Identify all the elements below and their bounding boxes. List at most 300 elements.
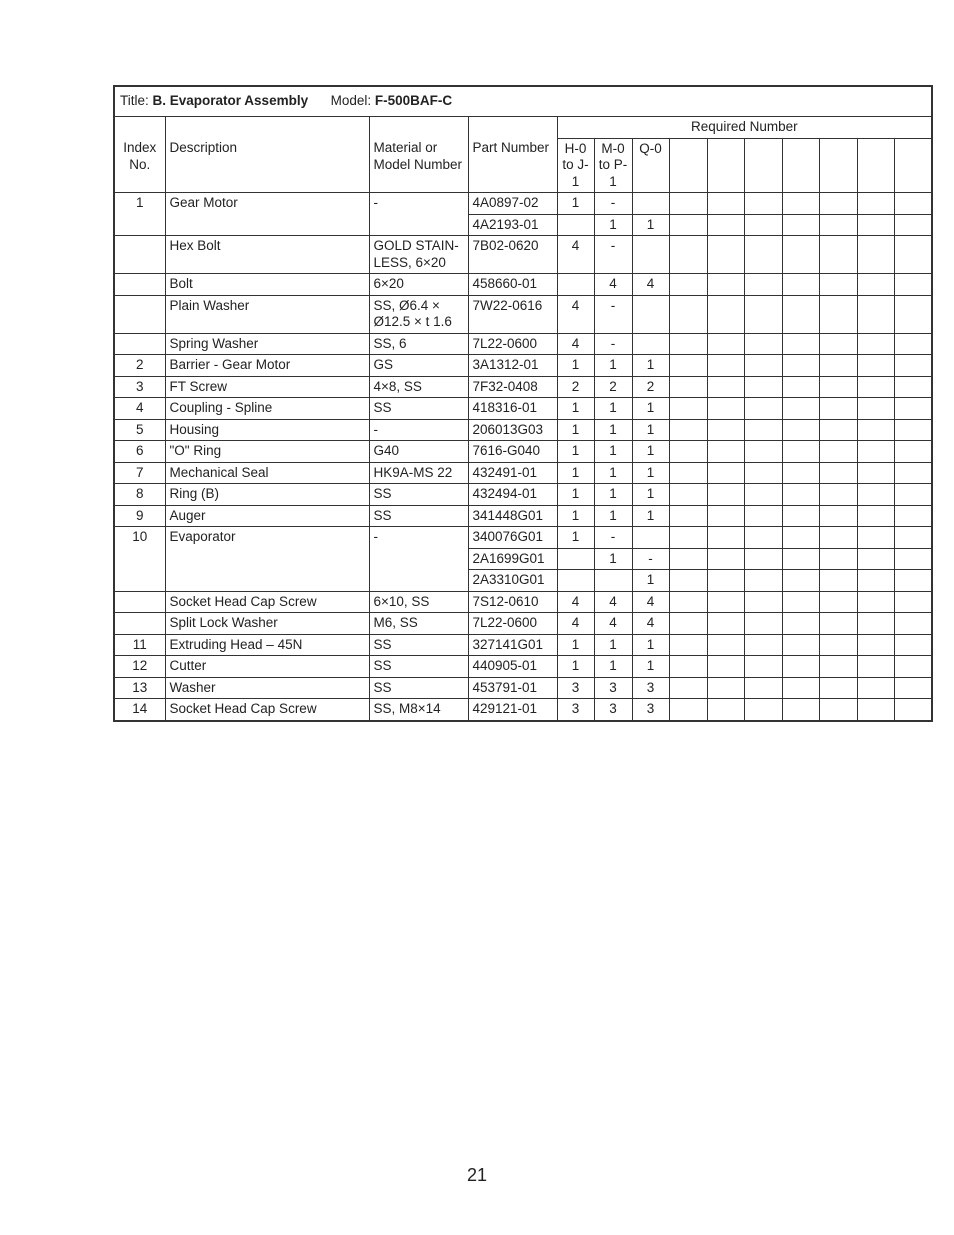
table-row [114,355,932,377]
table-row [114,441,932,463]
h0-header: H-0 to J-1 [557,138,594,193]
description-cell: Hex Bolt [165,236,369,274]
q0-cell: 1 [632,462,669,484]
empty-cell [782,376,819,398]
empty-cell [894,484,932,506]
index-cell [114,613,165,635]
empty-cell [707,591,744,613]
empty-cell [707,419,744,441]
q0-cell: 3 [632,677,669,699]
empty-cell [894,677,932,699]
material-cell: SS, M8×14 [369,699,468,721]
table-row [114,527,932,549]
empty-cell [782,484,819,506]
empty-cell [782,699,819,721]
empty-cell [669,193,707,215]
material-cell: 6×10, SS [369,591,468,613]
empty-cell [857,333,894,355]
h0-cell: 1 [557,398,594,420]
empty-cell [744,505,782,527]
empty-cell [857,484,894,506]
empty-cell [744,634,782,656]
table-row [114,570,932,592]
q0-cell: 1 [632,634,669,656]
index-cell [114,570,165,592]
empty-cell [707,295,744,333]
empty-cell [669,441,707,463]
empty-cell [782,419,819,441]
m0-cell: 1 [594,441,632,463]
empty-cell [744,333,782,355]
index-cell: 10 [114,527,165,549]
q0-cell: 1 [632,570,669,592]
empty-cell [782,570,819,592]
empty-cell [744,677,782,699]
empty-cell [819,274,857,296]
m0-cell: 1 [594,398,632,420]
empty-cell [744,613,782,635]
empty-cell [707,236,744,274]
required-number-header: Required Number [557,117,932,139]
m0-cell: 4 [594,591,632,613]
m0-cell: - [594,333,632,355]
description-cell: Socket Head Cap Screw [165,591,369,613]
table-row [114,677,932,699]
m0-cell: 1 [594,548,632,570]
empty-cell [707,548,744,570]
index-cell [114,274,165,296]
empty-cell [744,274,782,296]
part-number-cell: 2A1699G01 [468,548,557,570]
empty-cell [894,527,932,549]
empty-cell [894,376,932,398]
empty-cell [744,570,782,592]
material-cell: SS [369,484,468,506]
empty-cell [857,214,894,236]
empty-cell [857,462,894,484]
table-title [114,86,932,117]
description-cell: Mechanical Seal [165,462,369,484]
empty-cell [744,656,782,678]
empty-cell [819,699,857,721]
empty-cell [669,214,707,236]
empty-cell [744,548,782,570]
h0-cell: 1 [557,441,594,463]
q0-cell: 1 [632,656,669,678]
empty-cell [707,527,744,549]
part-number-cell: 7L22-0600 [468,613,557,635]
material-cell: - [369,419,468,441]
empty-cell [894,193,932,215]
empty-cell [669,398,707,420]
empty-cell [707,570,744,592]
empty-cell [819,419,857,441]
empty-cell [857,570,894,592]
empty-cell [744,527,782,549]
table-row [114,333,932,355]
empty-cell [819,462,857,484]
empty-cell [744,236,782,274]
empty-cell [744,398,782,420]
index-cell: 2 [114,355,165,377]
table-row [114,462,932,484]
index-cell: 11 [114,634,165,656]
empty-cell [782,591,819,613]
empty-cell [669,333,707,355]
empty-cell [707,613,744,635]
empty-cell [707,677,744,699]
material-cell: SS, Ø6.4 × Ø12.5 × t 1.6 [369,295,468,333]
material-cell [369,548,468,570]
description-cell [165,570,369,592]
title-value: B. Evaporator Assembly [152,93,309,109]
m0-cell [594,570,632,592]
empty-cell [819,295,857,333]
table-row [114,699,932,721]
empty-cell [857,355,894,377]
empty-cell [819,355,857,377]
table-row [114,295,932,333]
q0-cell: 1 [632,505,669,527]
table-row [114,484,932,506]
description-cell: Ring (B) [165,484,369,506]
index-cell: 13 [114,677,165,699]
empty-cell [669,656,707,678]
empty-cell [744,699,782,721]
empty-cell [669,613,707,635]
table-row [114,591,932,613]
empty-cell [744,419,782,441]
index-cell [114,333,165,355]
description-cell: Bolt [165,274,369,296]
part-number-cell: 206013G03 [468,419,557,441]
m0-cell: 1 [594,484,632,506]
table-row [114,236,932,274]
empty-cell [819,484,857,506]
q0-cell: 3 [632,699,669,721]
material-cell: SS [369,398,468,420]
h0-cell [557,274,594,296]
q0-cell [632,333,669,355]
empty-cell [894,214,932,236]
index-cell: 12 [114,656,165,678]
index-cell: 7 [114,462,165,484]
empty-cell [857,677,894,699]
empty-cell [782,193,819,215]
empty-cell [819,613,857,635]
index-cell: 6 [114,441,165,463]
empty-cell [819,214,857,236]
description-cell [165,214,369,236]
m0-cell: 1 [594,634,632,656]
parts-table [113,85,933,722]
empty-cell [669,634,707,656]
table-row [114,505,932,527]
empty-cell [782,295,819,333]
empty-cell [744,214,782,236]
description-cell: Extruding Head – 45N [165,634,369,656]
q0-cell: 1 [632,355,669,377]
description-cell: Socket Head Cap Screw [165,699,369,721]
index-cell: 14 [114,699,165,721]
empty-cell [782,274,819,296]
description-cell: Barrier - Gear Motor [165,355,369,377]
h0-cell [557,214,594,236]
empty-cell [707,355,744,377]
q0-cell [632,295,669,333]
empty-cell [669,355,707,377]
empty-cell [744,441,782,463]
h0-cell: 1 [557,505,594,527]
h0-cell [557,570,594,592]
description-cell: Split Lock Washer [165,613,369,635]
empty-cell [707,398,744,420]
q0-cell: 4 [632,613,669,635]
m0-cell: 1 [594,505,632,527]
m0-header: M-0 to P-1 [594,138,632,193]
empty-cell [707,484,744,506]
part-number-cell: 340076G01 [468,527,557,549]
material-cell: SS [369,634,468,656]
empty-cell [744,295,782,333]
part-number-cell: 341448G01 [468,505,557,527]
empty-cell [857,274,894,296]
empty-cell [819,677,857,699]
empty-cell [707,376,744,398]
empty-cell [894,591,932,613]
h0-cell: 3 [557,677,594,699]
empty-cell [857,441,894,463]
index-cell [114,214,165,236]
empty-cell [857,527,894,549]
m0-cell: 1 [594,355,632,377]
q0-cell: 4 [632,274,669,296]
empty-cell [857,656,894,678]
index-cell [114,548,165,570]
table-row [114,274,932,296]
index-cell: 3 [114,376,165,398]
part-number-cell: 440905-01 [468,656,557,678]
empty-cell [894,333,932,355]
m0-cell: 4 [594,274,632,296]
empty-cell [707,462,744,484]
empty-cell [819,591,857,613]
description-cell: Spring Washer [165,333,369,355]
part-number-cell: 432491-01 [468,462,557,484]
h0-cell: 1 [557,462,594,484]
empty-cell [857,505,894,527]
h0-cell: 1 [557,419,594,441]
m0-cell: 3 [594,699,632,721]
q0-cell [632,527,669,549]
model-value: F-500BAF-C [374,93,453,109]
description-cell: Plain Washer [165,295,369,333]
q0-cell: 1 [632,441,669,463]
m0-cell: - [594,193,632,215]
part-number-cell: 4A2193-01 [468,214,557,236]
part-number-cell: 4A0897-02 [468,193,557,215]
material-cell: - [369,527,468,549]
material-cell: 6×20 [369,274,468,296]
material-cell: G40 [369,441,468,463]
empty-cell [707,193,744,215]
empty-cell [782,527,819,549]
empty-cell [782,462,819,484]
h0-cell: 2 [557,376,594,398]
q0-cell: 1 [632,484,669,506]
table-row [114,376,932,398]
h0-cell: 1 [557,355,594,377]
empty-cell [782,613,819,635]
part-number-cell: 7F32-0408 [468,376,557,398]
q0-cell: 2 [632,376,669,398]
empty-cell [744,355,782,377]
description-cell: Washer [165,677,369,699]
h0-cell: 4 [557,613,594,635]
material-cell: SS, 6 [369,333,468,355]
empty-cell [819,441,857,463]
empty-cell [819,236,857,274]
description-cell: Cutter [165,656,369,678]
material-header: Material or Model Number [369,138,468,193]
empty-cell [744,484,782,506]
index-cell: 5 [114,419,165,441]
empty-cell [819,570,857,592]
empty-cell [669,462,707,484]
h0-cell: 1 [557,193,594,215]
m0-cell: 1 [594,656,632,678]
index-header: Index No. [114,138,165,193]
material-cell: SS [369,677,468,699]
empty-cell [782,333,819,355]
empty-cell [669,505,707,527]
empty-cell [894,236,932,274]
empty-cell [707,699,744,721]
empty-cell [669,591,707,613]
index-cell [114,295,165,333]
h0-cell [557,548,594,570]
part-number-cell: 453791-01 [468,677,557,699]
part-number-cell: 432494-01 [468,484,557,506]
empty-cell [669,295,707,333]
empty-cell [894,441,932,463]
h0-cell: 1 [557,527,594,549]
empty-cell [707,441,744,463]
part-number-cell: 7616-G040 [468,441,557,463]
index-cell: 1 [114,193,165,215]
empty-cell [894,462,932,484]
material-cell [369,570,468,592]
empty-cell [857,236,894,274]
empty-cell [782,214,819,236]
part-number-header: Part Number [468,138,557,193]
q0-header: Q-0 [632,138,669,193]
q0-cell: - [632,548,669,570]
h0-cell: 3 [557,699,594,721]
empty-cell [819,548,857,570]
description-cell: "O" Ring [165,441,369,463]
empty-cell [744,193,782,215]
description-cell: Auger [165,505,369,527]
empty-cell [782,236,819,274]
empty-cell [857,419,894,441]
description-header: Description [165,138,369,193]
model-label: Model: [330,93,372,109]
m0-cell: 1 [594,462,632,484]
m0-cell: 1 [594,214,632,236]
empty-cell [669,699,707,721]
empty-cell [857,295,894,333]
empty-cell [669,274,707,296]
part-number-cell: 327141G01 [468,634,557,656]
q0-cell: 1 [632,214,669,236]
index-cell: 9 [114,505,165,527]
description-cell: Coupling - Spline [165,398,369,420]
empty-cell [857,699,894,721]
empty-cell [894,613,932,635]
empty-cell [819,634,857,656]
empty-cell [857,613,894,635]
empty-cell [669,527,707,549]
index-cell [114,236,165,274]
table-row [114,656,932,678]
q0-cell: 4 [632,591,669,613]
empty-cell [669,570,707,592]
empty-cell [857,193,894,215]
material-cell: SS [369,656,468,678]
part-number-cell: 7L22-0600 [468,333,557,355]
material-cell: HK9A-MS 22 [369,462,468,484]
q0-cell: 1 [632,398,669,420]
table-row [114,548,932,570]
empty-cell [857,376,894,398]
m0-cell: 3 [594,677,632,699]
material-cell: SS [369,505,468,527]
empty-cell [782,505,819,527]
empty-cell [782,398,819,420]
h0-cell: 4 [557,333,594,355]
table-row [114,398,932,420]
m0-cell: - [594,527,632,549]
empty-cell [894,656,932,678]
material-cell: 4×8, SS [369,376,468,398]
part-number-cell: 7B02-0620 [468,236,557,274]
empty-cell [782,548,819,570]
table-row [114,634,932,656]
empty-cell [744,591,782,613]
material-cell: GOLD STAIN-LESS, 6×20 [369,236,468,274]
description-cell: Gear Motor [165,193,369,215]
empty-cell [707,214,744,236]
part-number-cell: 458660-01 [468,274,557,296]
empty-cell [894,295,932,333]
part-number-cell: 429121-01 [468,699,557,721]
empty-cell [819,376,857,398]
empty-cell [894,570,932,592]
index-cell: 4 [114,398,165,420]
material-cell [369,214,468,236]
empty-cell [782,677,819,699]
empty-cell [819,505,857,527]
table-row [114,419,932,441]
empty-cell [669,419,707,441]
empty-cell [707,274,744,296]
q0-cell [632,193,669,215]
empty-cell [894,274,932,296]
q0-cell [632,236,669,274]
m0-cell: 4 [594,613,632,635]
m0-cell: - [594,295,632,333]
